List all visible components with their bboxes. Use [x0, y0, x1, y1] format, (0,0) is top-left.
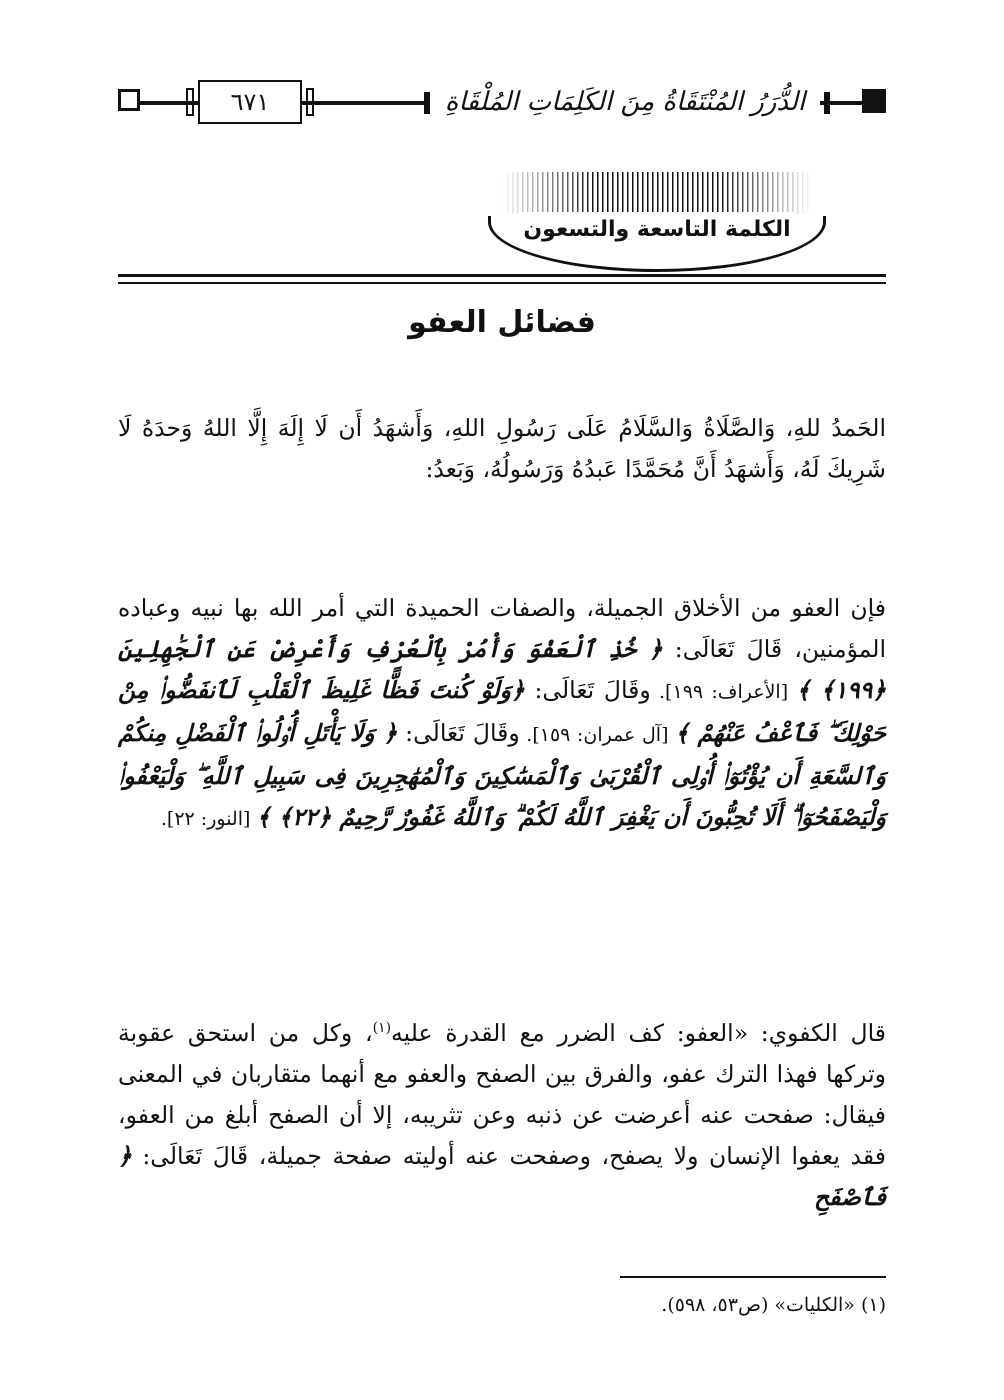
footnote: (١) «الكليات» (ص٥٣، ٥٩٨).: [661, 1294, 886, 1316]
chapter-rule-bottom: [118, 282, 886, 284]
paragraph-opening: [118, 408, 886, 490]
page-number: ٦٧١: [198, 80, 302, 124]
paragraph-verses: [118, 588, 886, 840]
running-title: الدُّرَرُ المُنْتَقَاةُ مِنَ الكَلِمَاتِ المُلْقَاةِ: [430, 80, 820, 124]
text-run: وقَالَ تَعَالَى:: [524, 676, 651, 704]
paragraph-kafawi-text: [118, 1008, 886, 1218]
quran-verse: ﴿وَلَوْ كُنتَ فَظًّا غَلِيظَ ٱلْقَلْبِ لَٱنفَضُّوا۟ مِنْ حَوْلِكَ ۖ فَٱعْفُ عَنْهُمْ ﴾: [118, 676, 886, 747]
page-header: [118, 80, 886, 128]
quran-verse: ﴿ فَٱصْفَحِ: [118, 1141, 886, 1211]
paragraph-kafawi: [118, 1008, 886, 1218]
chapter-cartouche: [488, 172, 826, 272]
header-bar-right: [824, 92, 830, 114]
footnote-rule: [620, 1276, 886, 1278]
quran-verse: ﴿ خُذِ ٱلْعَفْوَ وَأْمُرْ بِٱلْعُرْفِ وَأَعْرِضْ عَنِ ٱلْجَٰهِلِينَ ﴿١٩٩﴾ ﴾: [118, 635, 886, 704]
header-square-outline: [118, 89, 140, 111]
cartouche-fringe: [502, 172, 812, 214]
verse-reference: [آل عمران: ١٥٩].: [519, 724, 676, 746]
chapter-label: الكلمة التاسعة والتسعون: [518, 212, 796, 246]
text-run: قال الكفوي: «العفو: كف الضرر مع القدرة عليه: [391, 1018, 887, 1047]
chapter-title: فضائل العفو: [408, 305, 596, 340]
header-square-filled: [862, 89, 886, 113]
verse-reference: [الأعراف: ١٩٩].: [650, 681, 797, 703]
paragraph-opening-text: الحَمدُ للهِ، وَالصَّلَاةُ وَالسَّلَامُ عَلَى رَسُولِ اللهِ، وَأَشهَدُ أَن لَا إِلَهَ إِلَّا اللهُ وَحدَهُ لَا شَرِيكَ لَهُ، وَأَشهَدُ أَنَّ مُحَمَّدًا عَبدُهُ وَرَسُولُهُ، وَبَعدُ:: [118, 414, 886, 483]
footnote-marker[interactable]: (١): [372, 1020, 392, 1036]
paragraph-verses-text: [118, 588, 886, 840]
text-run: فإن العفو من الأخلاق الجميلة، والصفات الحميدة التي أمر الله بها نبيه وعباده المؤمنين، قَالَ تَعَالَى:: [118, 594, 886, 663]
verse-reference: [النور: ٢٢].: [160, 808, 257, 830]
text-run: ، وكل من استحق عقوبة وتركها فهذا الترك عفو، والفرق بين الصفح والعفو مع أنهما متقاربان في المعنى فيقال: صفحت عنه أعرضت عن ذنبه وعن تثريبه، إلا أن الصفح أبلغ من العفو، فقد يعفوا الإنسان ولا يصفح، وصفحت عنه أوليته صفحة جميلة، قَالَ تَعَالَى:: [118, 1018, 886, 1170]
text-run: وقَالَ تَعَالَى:: [397, 719, 520, 747]
chapter-rule-top: [118, 274, 886, 277]
quran-verse: ﴿ وَلَا يَأْتَلِ أُو۟لُوا۟ ٱلْفَضْلِ مِنكُمْ وَٱلسَّعَةِ أَن يُؤْتُوٓا۟ أُو۟لِى ٱلْقُرْبَىٰ وَٱلْمَسَٰكِينَ وَٱلْمُهَٰجِرِينَ فِى سَبِيلِ ٱللَّهِ ۖ وَلْيَعْفُوا۟ وَلْيَصْفَحُوٓا۟ ۗ أَلَا تُحِبُّونَ أَن يَغْفِرَ ٱللَّهُ لَكُمْ ۗ وَٱللَّهُ غَفُورٌ رَّحِيمٌ ﴿٢٢﴾ ﴾: [118, 719, 886, 831]
